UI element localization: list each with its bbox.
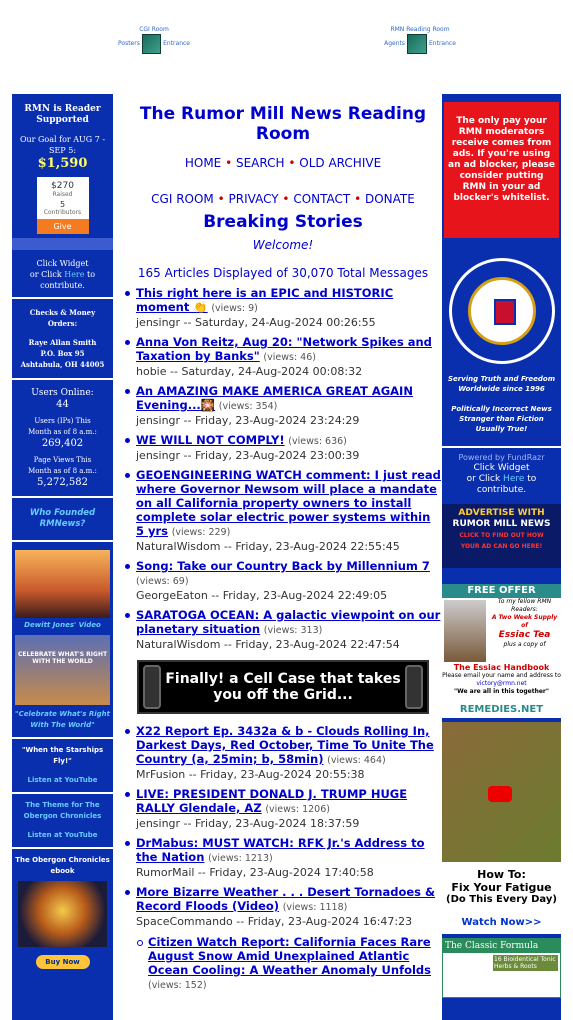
contributors-label: Contributors bbox=[43, 209, 82, 216]
fundrazr-image[interactable]: Powered by FundRazr bbox=[458, 453, 545, 462]
give-button[interactable]: Give bbox=[37, 219, 89, 234]
article-meta: NaturalWisdom -- Friday, 23-Aug-2024 22:55:45 bbox=[136, 540, 400, 553]
goal-label: Our Goal for AUG 7 - SEP 5: bbox=[19, 135, 106, 155]
fatigue-text: Fix Your Fatigue bbox=[451, 881, 552, 894]
cgi-room-link[interactable] bbox=[118, 26, 190, 54]
ips-label: Users (IPs) This Month as of 8 a.m.: bbox=[28, 417, 97, 436]
article-list bbox=[124, 286, 442, 652]
to-contribute-text: to contribute. bbox=[40, 270, 96, 290]
nav-home[interactable]: HOME bbox=[184, 156, 222, 170]
click-text: CLICK TO FIND OUT HOW bbox=[459, 532, 544, 539]
raised-label: Raised bbox=[52, 191, 73, 198]
view-count: (views: 464) bbox=[327, 755, 386, 766]
welcome-text: Welcome! bbox=[252, 238, 314, 252]
article-meta: jensingr -- Saturday, 24-Aug-2024 00:26:55 bbox=[136, 316, 376, 329]
article-link[interactable]: This right here is an EPIC and HISTORIC moment 👏 bbox=[136, 286, 394, 314]
article-link[interactable]: SARATOGA OCEAN: A galactic viewpoint on our planetary situation bbox=[136, 608, 441, 636]
nav-donate[interactable]: DONATE bbox=[364, 192, 415, 206]
advertise-banner[interactable] bbox=[442, 504, 561, 568]
list-item bbox=[136, 935, 442, 993]
view-count: (views: 229) bbox=[171, 527, 231, 538]
article-link[interactable]: X22 Report Ep. 3432a & b - Clouds Rolling In, Darkest Days, Red October, Time To Unite The Country (a, 25min; b, 58min) bbox=[136, 724, 434, 766]
starships-text: "When the Starships Fly!" bbox=[21, 746, 104, 765]
entrance-label: Entrance bbox=[429, 40, 456, 47]
here-link[interactable]: Here bbox=[64, 270, 85, 279]
cell-case-ad-text: Finally! a Cell Case that takes you off the Grid... bbox=[165, 671, 401, 703]
view-count: (views: 152) bbox=[148, 980, 207, 991]
free-offer-text: FREE OFFER bbox=[442, 584, 561, 598]
list-item bbox=[124, 608, 442, 652]
list-item bbox=[124, 787, 442, 831]
ebook-cover-image[interactable] bbox=[18, 881, 107, 947]
article-meta: GeorgeEaton -- Friday, 23-Aug-2024 22:49:05 bbox=[136, 589, 388, 602]
stranger-than-fiction-text: Politically Incorrect News Stranger than Fiction Usually True! bbox=[451, 405, 552, 433]
article-meta: MrFusion -- Friday, 23-Aug-2024 20:55:38 bbox=[136, 768, 365, 781]
essiac-text: Essiac Tea bbox=[498, 630, 551, 640]
nav-privacy[interactable]: PRIVACY bbox=[228, 192, 279, 206]
or-click-text: or Click bbox=[29, 270, 62, 279]
posters-label: Posters bbox=[118, 40, 140, 47]
article-meta: NaturalWisdom -- Friday, 23-Aug-2024 22:47:54 bbox=[136, 638, 400, 651]
nav-contact[interactable]: CONTACT bbox=[293, 192, 351, 206]
couple-sunset-image[interactable] bbox=[15, 550, 110, 618]
list-item bbox=[124, 836, 442, 880]
nav-old-archive[interactable]: OLD ARCHIVE bbox=[299, 156, 382, 170]
who-founded-link[interactable]: Who Founded RMNews? bbox=[29, 508, 96, 529]
breaking-stories-heading: Breaking Stories bbox=[203, 212, 363, 232]
view-count: (views: 1118) bbox=[282, 902, 348, 913]
fatigue-ad-image[interactable] bbox=[442, 722, 561, 862]
view-count: (views: 9) bbox=[211, 303, 258, 314]
nav-search[interactable]: SEARCH bbox=[235, 156, 285, 170]
article-link[interactable]: DrMabus: MUST WATCH: RFK Jr.'s Address to the Nation bbox=[136, 836, 425, 864]
chief-image bbox=[444, 600, 486, 662]
advertise-text: ADVERTISE WITH bbox=[458, 508, 545, 518]
checks-label: Checks & Money Orders: bbox=[29, 308, 96, 328]
door-icon bbox=[407, 34, 427, 54]
essiac-ad[interactable] bbox=[442, 584, 561, 704]
article-link[interactable]: An AMAZING MAKE AMERICA GREAT AGAIN Evening...🎇 bbox=[136, 384, 413, 412]
herbs-text: 16 Bioidentical Tonic Herbs & Roots bbox=[493, 955, 558, 971]
celebrate-image[interactable]: CELEBRATE WHAT'S RIGHT WITH THE WORLD bbox=[15, 635, 110, 705]
article-meta: jensingr -- Friday, 23-Aug-2024 23:00:39 bbox=[136, 449, 360, 462]
list-item bbox=[124, 433, 442, 463]
right-sidebar bbox=[442, 94, 561, 1020]
rmn-seal-image bbox=[449, 258, 555, 364]
article-meta: RumorMail -- Friday, 23-Aug-2024 17:40:58 bbox=[136, 866, 374, 879]
view-count: (views: 354) bbox=[218, 401, 278, 412]
dewitt-video-link[interactable]: Dewitt Jones' Video bbox=[24, 621, 101, 629]
secondary-nav: CGI ROOM • PRIVACY • CONTACT • DONATE bbox=[151, 192, 415, 206]
view-count: (views: 46) bbox=[263, 352, 316, 363]
here-link[interactable]: Here bbox=[503, 474, 525, 484]
reading-room-link[interactable] bbox=[384, 26, 456, 54]
reading-room-label: RMN Reading Room bbox=[390, 26, 450, 33]
article-meta: jensingr -- Friday, 23-Aug-2024 23:24:29 bbox=[136, 414, 360, 427]
watch-now-link[interactable]: Watch Now>> bbox=[461, 917, 542, 928]
article-meta: jensingr -- Friday, 23-Aug-2024 18:37:59 bbox=[136, 817, 360, 830]
together-text: "We are all in this together" bbox=[453, 688, 550, 695]
email-address: victory@rmn.net bbox=[476, 680, 527, 687]
top-bar bbox=[0, 0, 573, 90]
mail-name: Raye Allan Smith bbox=[28, 338, 97, 347]
buy-now-button[interactable]: Buy Now bbox=[36, 955, 90, 969]
view-count: (views: 69) bbox=[136, 576, 189, 587]
article-link[interactable]: Citizen Watch Report: California Faces Rare August Snow Amid Unexplained Atlantic Ocean Cooling: A Weather Anomaly Unfolds bbox=[148, 935, 432, 977]
page-title: The Rumor Mill News Reading Room bbox=[139, 104, 427, 144]
article-link[interactable]: More Bizarre Weather . . . Desert Tornadoes & Record Floods (Video) bbox=[136, 885, 436, 913]
main-content bbox=[124, 94, 442, 1020]
view-count: (views: 1213) bbox=[208, 853, 273, 864]
left-sidebar bbox=[12, 94, 113, 1020]
ips-count: 269,402 bbox=[41, 438, 84, 449]
users-online-count: 44 bbox=[56, 399, 69, 410]
your-ad-text: YOUR AD CAN GO HERE! bbox=[460, 543, 543, 550]
plus-text: plus a copy of bbox=[503, 641, 546, 648]
article-meta: SpaceCommando -- Friday, 23-Aug-2024 16:47:23 bbox=[136, 915, 413, 928]
phone-case-image bbox=[143, 665, 161, 709]
users-online-label: Users Online: bbox=[31, 388, 94, 398]
listen-youtube-link[interactable]: Listen at YouTube bbox=[27, 776, 98, 784]
door-icon bbox=[142, 34, 161, 54]
daily-text: (Do This Every Day) bbox=[446, 894, 557, 905]
to-contribute-text: to contribute. bbox=[476, 474, 537, 495]
contributor-count: 5 bbox=[59, 200, 66, 209]
article-meta: hobie -- Saturday, 24-Aug-2024 00:08:32 bbox=[136, 365, 363, 378]
fans-text: To my fellow RMN Readers: bbox=[497, 598, 552, 613]
list-item bbox=[124, 384, 442, 428]
shield-icon bbox=[494, 299, 516, 325]
list-item bbox=[124, 335, 442, 379]
fatigue-ad[interactable] bbox=[442, 862, 561, 934]
main-nav: HOME • SEARCH • OLD ARCHIVE bbox=[184, 156, 382, 170]
cell-case-ad[interactable] bbox=[137, 660, 429, 714]
widget-image bbox=[12, 238, 113, 250]
rmn-text: RUMOR MILL NEWS bbox=[452, 519, 551, 529]
article-link[interactable]: Song: Take our Country Back by Millennium 7 bbox=[136, 559, 430, 573]
adblock-notice: The only pay your RMN moderators receive comes from ads. If you're using an ad blocker, please consider putting RMN in your ad blocker's whitelist. bbox=[444, 102, 559, 238]
article-list-2 bbox=[124, 724, 442, 929]
how-to-text: How To: bbox=[477, 868, 526, 881]
mail-city: Ashtabula, OH 44005 bbox=[20, 360, 105, 369]
sub-article-list bbox=[136, 935, 442, 993]
list-item bbox=[124, 468, 442, 554]
play-icon bbox=[488, 786, 512, 802]
page-views-count: 5,272,582 bbox=[37, 477, 88, 488]
phone-case-image bbox=[405, 665, 423, 709]
article-link[interactable]: GEOENGINEERING WATCH comment: I just read where Governor Newsom will place a mandate on all California property owners to install complete solar electric power systems within 5 yrs bbox=[136, 468, 441, 538]
list-item bbox=[124, 286, 442, 330]
click-widget-text: Click Widget bbox=[473, 463, 530, 473]
reader-supported: RMN is Reader Supported bbox=[24, 104, 101, 125]
handbook-text: The Essiac Handbook bbox=[453, 663, 550, 672]
article-link[interactable]: LIVE: PRESIDENT DONALD J. TRUMP HUGE RALLY Glendale, AZ bbox=[136, 787, 408, 815]
week-supply-text: A Two Week Supply of bbox=[491, 614, 558, 629]
mail-po-box: P.O. Box 95 bbox=[40, 349, 85, 358]
fundraiser-widget[interactable] bbox=[37, 177, 89, 234]
agents-label: Agents bbox=[384, 40, 405, 47]
classic-formula-ad[interactable] bbox=[442, 938, 561, 998]
click-widget-text: Click Widget bbox=[36, 259, 89, 268]
email-text: Please email your name and address to bbox=[442, 672, 561, 679]
view-count: (views: 313) bbox=[263, 625, 323, 636]
celebrate-link[interactable]: "Celebrate What's Right With The World" bbox=[14, 710, 111, 729]
goal-amount: $1,590 bbox=[37, 156, 88, 171]
serving-truth-text: Serving Truth and Freedom Worldwide since 1996 bbox=[447, 375, 556, 393]
cgi-room-label: CGI Room bbox=[139, 26, 169, 33]
list-item bbox=[124, 885, 442, 929]
view-count: (views: 1206) bbox=[265, 804, 330, 815]
view-count: (views: 636) bbox=[288, 436, 347, 447]
listen-youtube-link-2[interactable]: Listen at YouTube bbox=[27, 831, 98, 839]
article-link[interactable]: Anna Von Reitz, Aug 20: "Network Spikes and Taxation by Banks" bbox=[136, 335, 432, 363]
or-click-text: or Click bbox=[466, 474, 501, 484]
classic-formula-text: The Classic Formula bbox=[443, 939, 560, 953]
article-count: 165 Articles Displayed of 30,070 Total Messages bbox=[137, 266, 429, 280]
raised-amount: $270 bbox=[51, 181, 74, 191]
obergon-theme-link[interactable]: The Theme for The Obergon Chronicles bbox=[23, 801, 102, 820]
ebook-label: The Obergon Chronicles ebook bbox=[15, 856, 110, 875]
article-link[interactable]: WE WILL NOT COMPLY! bbox=[136, 433, 285, 447]
remedies-link[interactable]: REMEDIES.NET bbox=[442, 704, 561, 718]
list-item bbox=[124, 559, 442, 603]
list-item bbox=[124, 724, 442, 782]
nav-cgi-room[interactable]: CGI ROOM bbox=[151, 192, 214, 206]
page-views-label: Page Views This Month as of 8 a.m.: bbox=[28, 456, 97, 475]
entrance-label: Entrance bbox=[163, 40, 190, 47]
